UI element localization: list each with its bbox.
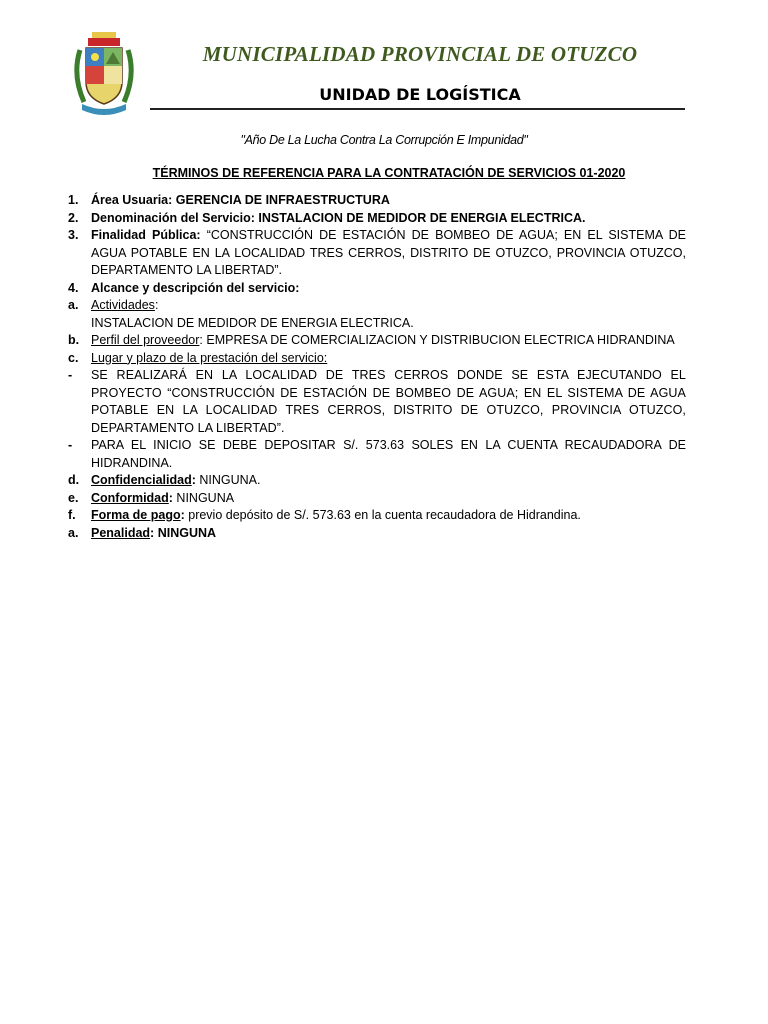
item-colon: : bbox=[191, 473, 196, 487]
item-text: “CONSTRUCCIÓN DE ESTACIÓN DE BOMBEO DE AGUA; EN EL SISTEMA DE AGUA POTABLE EN LA LOCALIDAD TRES CERROS, DISTRITO DE OTUZCO, PROVINCIA OTUZCO, DEPARTAMENTO LA LIBERTAD”. bbox=[91, 228, 686, 277]
penalidad bbox=[91, 525, 686, 543]
conformidad bbox=[91, 490, 686, 508]
list-marker: 2. bbox=[68, 210, 79, 225]
list-item bbox=[68, 227, 686, 280]
list-marker: f. bbox=[68, 508, 76, 522]
header-title: MUNICIPALIDAD PROVINCIAL DE OTUZCO bbox=[202, 42, 638, 66]
denominacion-servicio: Denominación del Servicio: INSTALACION DE MEDIDOR DE ENERGIA ELECTRICA. bbox=[91, 210, 586, 225]
item-label: Confidencialidad bbox=[91, 473, 192, 487]
header-divider bbox=[150, 108, 685, 110]
list-marker: a. bbox=[68, 298, 79, 312]
list-marker: d. bbox=[68, 473, 80, 487]
item-colon: : bbox=[154, 298, 159, 312]
document-body bbox=[68, 192, 686, 542]
list-item bbox=[68, 210, 686, 228]
list-item bbox=[68, 507, 686, 525]
item-text: NINGUNA. bbox=[195, 473, 261, 487]
list-item bbox=[68, 525, 686, 543]
lugar-descripcion: SE REALIZARÁ EN LA LOCALIDAD DE TRES CERROS DONDE SE ESTA EJECUTANDO EL PROYECTO “CONSTRUCCIÓN DE ESTACIÓN DE BOMBEO DE AGUA; EN EL SISTEMA DE AGUA POTABLE EN LA LOCALIDAD TRES CERROS, DISTRITO DE OTUZCO, PROVINCIA OTUZCO, DEPARTAMENTO LA LIBERTAD”. bbox=[91, 368, 686, 435]
list-marker: 1. bbox=[68, 193, 79, 207]
list-marker: a. bbox=[68, 525, 79, 540]
list-item bbox=[68, 367, 686, 437]
item-colon: : bbox=[180, 508, 185, 522]
alcance-descripcion: Alcance y descripción del servicio: bbox=[91, 280, 300, 295]
list-item bbox=[68, 332, 686, 350]
item-colon: : bbox=[168, 490, 173, 505]
actividades bbox=[91, 297, 686, 332]
item-label: Forma de pago bbox=[91, 508, 181, 522]
confidencialidad bbox=[91, 472, 686, 490]
item-label: Conformidad bbox=[91, 490, 169, 505]
list-marker: - bbox=[68, 438, 73, 452]
list-item bbox=[68, 350, 686, 368]
document-title: TÉRMINOS DE REFERENCIA PARA LA CONTRATACIÓN DE SERVICIOS 01-2020 bbox=[152, 166, 626, 180]
item-colon: : bbox=[150, 525, 155, 540]
item-text: previo depósito de S/. 573.63 en la cuenta recaudadora de Hidrandina. bbox=[184, 508, 581, 522]
finalidad-publica bbox=[91, 227, 686, 280]
list-item bbox=[68, 490, 686, 508]
list-marker: 3. bbox=[68, 228, 79, 242]
deposito-inicio: PARA EL INICIO SE DEBE DEPOSITAR S/. 573.63 SOLES EN LA CUENTA RECAUDADORA DE HIDRANDINA. bbox=[91, 438, 686, 470]
municipal-crest-icon bbox=[72, 30, 136, 116]
list-marker: e. bbox=[68, 490, 79, 505]
forma-pago bbox=[91, 507, 686, 525]
header-subtitle: UNIDAD DE LOGÍSTICA bbox=[319, 85, 521, 104]
perfil-proveedor bbox=[91, 332, 686, 350]
item-label: Perfil del proveedor bbox=[91, 333, 200, 347]
item-label: Finalidad Pública: bbox=[91, 228, 201, 242]
list-marker: b. bbox=[68, 333, 80, 347]
year-motto: "Año De La Lucha Contra La Corrupción E Impunidad" bbox=[240, 133, 528, 147]
area-usuaria: Área Usuaria: GERENCIA DE INFRAESTRUCTURA bbox=[91, 193, 390, 207]
list-item bbox=[68, 437, 686, 472]
item-text: INSTALACION DE MEDIDOR DE ENERGIA ELECTRICA. bbox=[91, 315, 414, 330]
list-marker: c. bbox=[68, 350, 79, 365]
list-item bbox=[68, 297, 686, 332]
list-item bbox=[68, 192, 686, 210]
item-text: NINGUNA bbox=[154, 525, 217, 540]
lugar-plazo: Lugar y plazo de la prestación del servicio: bbox=[91, 350, 328, 365]
item-text: NINGUNA bbox=[172, 490, 235, 505]
item-label: Actividades bbox=[91, 298, 155, 312]
item-text: : EMPRESA DE COMERCIALIZACION Y DISTRIBUCION ELECTRICA HIDRANDINA bbox=[199, 333, 675, 347]
item-label: Penalidad bbox=[91, 525, 151, 540]
list-item bbox=[68, 280, 686, 298]
list-marker: 4. bbox=[68, 280, 79, 295]
list-item bbox=[68, 472, 686, 490]
list-marker: - bbox=[68, 368, 73, 382]
